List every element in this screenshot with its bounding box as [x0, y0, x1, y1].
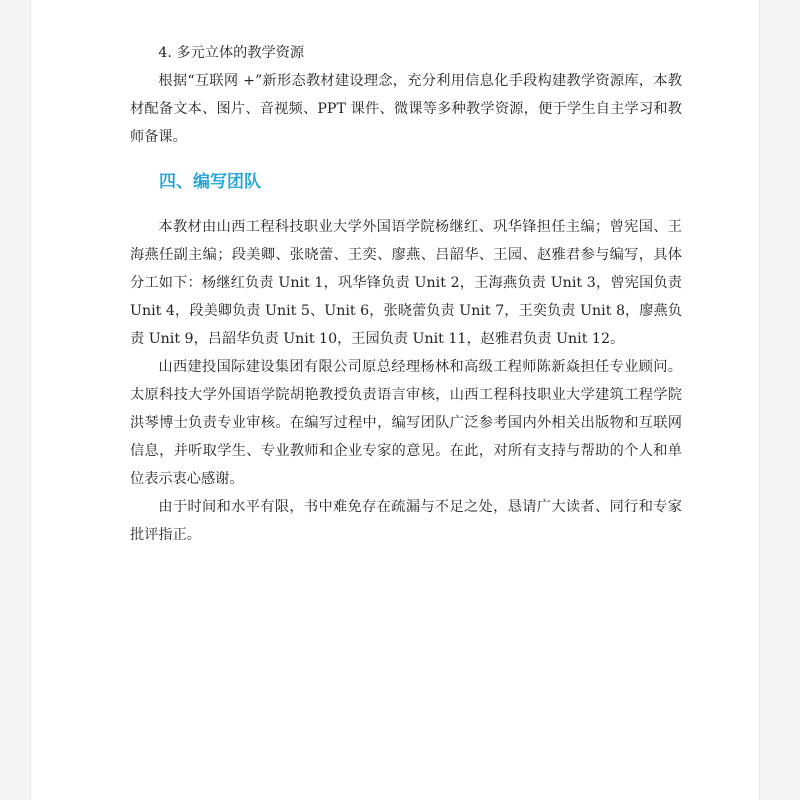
document-page: [30, 0, 760, 800]
section-4-title: 4. 多元立体的教学资源: [158, 45, 305, 61]
section-4-paragraph: 根据“互联网 +”新形态教材建设理念，充分利用信息化手段构建教学资源库，本教材配备文本、图片、音视频、PPT 课件、微课等多种教学资源，便于学生自主学习和教师备课。: [130, 73, 682, 145]
page-content: [130, 39, 682, 549]
section-heading-writing-team: 四、编写团队: [159, 172, 261, 192]
paragraph-advisors: 山西建投国际建设集团有限公司原总经理杨林和高级工程师陈新焱担任专业顾问。太原科技大学外国语学院胡艳教授负责语言审核，山西工程科技职业大学建筑工程学院洪琴博士负责专业审核。在编写过程中，编写团队广泛参考国内外相关出版物和互联网信息，并听取学生、专业教师和企业专家的意见。在此，对所有支持与帮助的个人和单位表示衷心感谢。: [130, 359, 682, 487]
paragraph-closing: 由于时间和水平有限，书中难免存在疏漏与不足之处，恳请广大读者、同行和专家批评指正。: [130, 499, 682, 543]
paragraph-team-members: 本教材由山西工程科技职业大学外国语学院杨继红、巩华锋担任主编；曾宪国、王海燕任副主编；段美卿、张晓蕾、王奕、廖燕、吕韶华、王园、赵雅君参与编写，具体分工如下：杨继红负责 Unit 1，巩华锋负责 Unit 2，王海燕负责 Unit 3，曾宪国负责 Unit 4，段美卿负责 Unit 5、Unit 6，张晓蕾负责 Unit 7，王奕负责 Unit 8，廖燕负责 Unit 9，吕韶华负责 Unit 10，王园负责 Unit 11，赵雅君负责 Unit 12。: [130, 219, 682, 347]
